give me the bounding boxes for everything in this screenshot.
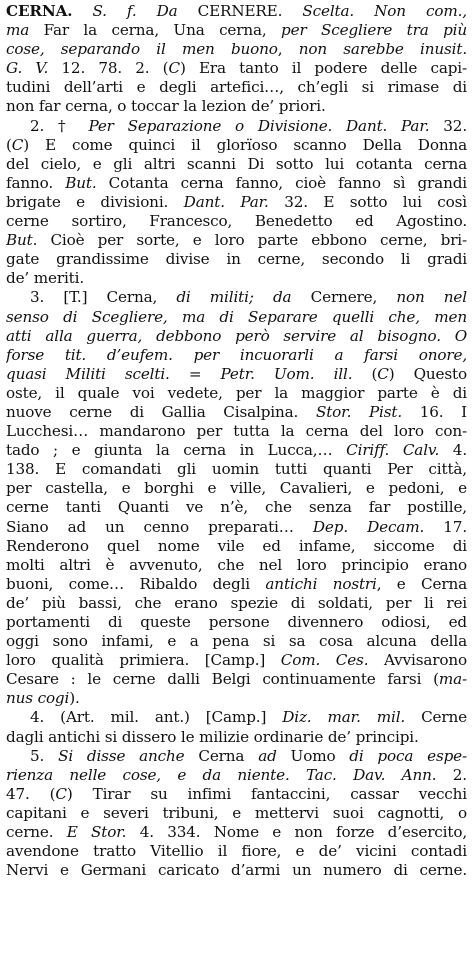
text-run: oggi sono infami, e a pena si sa cosa alcuna della: [6, 632, 467, 651]
text-run: portamenti di queste persone divennero odiosi, ed: [6, 613, 467, 631]
entry-line: [6, 823, 467, 842]
text-run: ) Questo: [388, 364, 467, 383]
entry-line: [6, 441, 467, 460]
entry-line: [6, 174, 467, 193]
text-run: Renderono quel nome vile ed infame, siccome di: [6, 536, 467, 555]
text-run: capitani e severi tribuni, e mettervi suoi cagnotti, o: [6, 803, 467, 822]
entry-line: [6, 632, 467, 651]
text-run: ) E come quinci il glorïoso scanno Della Donna: [23, 135, 467, 154]
italic-text: Dant. Par.: [183, 192, 269, 211]
text-run: cerne sortiro, Francesco, Benedetto ed Agostino.: [6, 212, 467, 231]
entry-line: [6, 308, 467, 327]
entry-line: [6, 479, 467, 498]
entry-line: [6, 804, 467, 823]
text-run: 3. [T.] Cerna,: [30, 288, 177, 307]
text-run: CERNERE.: [177, 2, 303, 20]
entry-line: [6, 365, 467, 384]
text-run: de’ meriti.: [6, 269, 85, 288]
text-run: avendone tratto Vitellio il fiore, e de’ vicini contadi: [6, 842, 467, 861]
entry-line: [6, 97, 467, 116]
italic-text: rienza nelle cose, e da niente. Tac. Dav. Ann.: [6, 765, 437, 784]
entry-line: [6, 346, 467, 365]
italic-text: Ciriff. Calv.: [346, 441, 440, 460]
text-run: buoni, come… Ribaldo degli: [6, 574, 266, 593]
entry-line: [6, 422, 467, 441]
entry-line: [6, 2, 467, 21]
text-run: fanno.: [6, 173, 66, 192]
text-run: Cotanta cerna fanno, cioè fanno sì grandi: [96, 173, 467, 192]
text-run: Cesare : le cerne dalli Belgi continuamente farsi (: [6, 670, 439, 689]
text-run: tado ; e giunta la cerna in Lucca,…: [6, 441, 347, 460]
entry-line: [6, 460, 467, 479]
text-run: [72, 2, 92, 20]
dictionary-entry-cerna: [6, 2, 467, 880]
entry-line: [6, 117, 467, 136]
text-run: 2.: [436, 765, 467, 784]
entry-line: [6, 689, 467, 708]
entry-line: [6, 766, 467, 785]
text-run: Nervi e Germani caricato d’armi un numero di cerne.: [6, 861, 467, 880]
entry-line: [6, 288, 467, 307]
entry-line: [6, 651, 467, 670]
text-run: 4. 334. Nome e non forze d’esercito,: [126, 823, 467, 842]
text-run: per castella, e borghi e ville, Cavalieri, e pedoni, e: [6, 479, 467, 498]
italic-text: E Stor.: [66, 823, 127, 842]
text-run: 32.: [429, 116, 467, 135]
text-run: ) Tirar su infimi fantaccini, cassar vecchi: [66, 784, 467, 803]
text-run: 138. E comandati gli uomin tutti quanti Per città,: [6, 460, 467, 479]
entry-line: [6, 212, 467, 231]
text-run: =: [169, 364, 221, 383]
italic-text: Dep. Decam.: [312, 517, 425, 536]
italic-text: non sarebbe inusit.: [298, 40, 467, 59]
italic-text: Com. Ces.: [280, 651, 369, 670]
text-run: non far cerna, o toccar la lezion de’ priori.: [6, 97, 326, 116]
text-run: Cioè per sorte, e loro parte ebbono cerne, bri-: [37, 231, 467, 250]
entry-line: [6, 708, 467, 727]
italic-text: non nel: [396, 288, 467, 307]
text-run: loro qualità primiera. [Camp.]: [6, 651, 281, 670]
text-run: (: [6, 135, 12, 154]
text-run: Far la cerna, Una cerna,: [29, 21, 282, 40]
text-run: de’ più bassi, che erano spezie di soldati, per li rei: [6, 593, 467, 612]
italic-text: Stor. Pist.: [315, 402, 403, 421]
text-run: molti altri è avvenuto, che nel loro principio erano: [6, 555, 467, 574]
text-run: 4.: [439, 441, 467, 460]
text-run: brigate e divisioni.: [6, 192, 184, 211]
text-run: Avvisarono: [368, 651, 467, 670]
entry-line: [6, 384, 467, 403]
italic-text: C: [168, 59, 180, 78]
text-run: 5.: [30, 746, 59, 765]
text-run: dagli antichi si dissero le milizie ordinarie de’ principi.: [6, 727, 419, 746]
italic-text: ma: [6, 21, 30, 40]
entry-line: [6, 537, 467, 556]
entry-line: [6, 861, 467, 880]
text-run: , e Cerna: [376, 574, 467, 593]
text-run: 16. I: [402, 402, 467, 421]
entry-line: [6, 747, 467, 766]
italic-text: C: [377, 364, 389, 383]
italic-text: Diz. mar. mil.: [282, 708, 406, 727]
text-run: 32. E sotto lui così: [268, 192, 467, 211]
entry-line: [6, 498, 467, 517]
text-run: Cernere,: [291, 288, 397, 307]
italic-text: per Scegliere tra più: [281, 21, 467, 40]
entry-line: [6, 21, 467, 40]
text-run: ) Era tanto il podere delle capi-: [179, 59, 467, 78]
italic-text: ma-: [438, 670, 467, 689]
text-run: oste, il quale voi vedete, per la maggior parte è di: [6, 383, 467, 402]
text-run: ).: [69, 689, 80, 708]
italic-text: forse tit. d’eufem. per incuorarli a farsi onore,: [6, 345, 467, 364]
text-run: Cerna: [184, 746, 259, 765]
italic-text: Petr. Uom. ill.: [220, 364, 353, 383]
italic-text: nus cogi: [6, 689, 70, 708]
entry-line: [6, 155, 467, 174]
italic-text: S. f. Da: [92, 2, 178, 20]
italic-text: But.: [65, 173, 97, 192]
text-run: Siano ad un cenno preparati…: [6, 517, 313, 536]
entry-line: [6, 327, 467, 346]
entry-line: [6, 78, 467, 97]
text-run: 17.: [424, 517, 467, 536]
headword: CERNA.: [6, 2, 73, 20]
text-run: Uomo: [276, 746, 350, 765]
entry-line: [6, 59, 467, 78]
italic-text: senso di Scegliere, ma di Separare quelli che, men: [6, 307, 467, 326]
entry-line: [6, 594, 467, 613]
entry-line: [6, 785, 467, 804]
italic-text: ad: [258, 746, 277, 765]
text-run: del cielo, e gli altri scanni Di sotto lui cotanta cerna: [6, 154, 467, 173]
italic-text: antichi nostri: [265, 574, 377, 593]
italic-text: C: [55, 784, 67, 803]
entry-line: [6, 670, 467, 689]
italic-text: Scelta. Non com.,: [302, 2, 467, 20]
entry-line: [6, 250, 467, 269]
italic-text: But.: [6, 231, 38, 250]
entry-line: [6, 193, 467, 212]
entry-line: [6, 556, 467, 575]
text-run: cerne.: [6, 823, 67, 842]
italic-text: C: [11, 135, 24, 154]
text-run: tudini dell’arti e degli artefici…, ch’egli si rimase di: [6, 78, 467, 97]
text-run: nuove cerne di Gallia Cisalpina.: [6, 402, 316, 421]
entry-line: [6, 728, 467, 747]
text-run: Lucchesi… mandarono per tutta la cerna del loro con-: [6, 422, 467, 441]
text-run: 4. (Art. mil. ant.) [Camp.]: [30, 708, 283, 727]
italic-text: G. V.: [6, 59, 49, 78]
entry-line: [6, 40, 467, 59]
entry-line: [6, 613, 467, 632]
text-run: 12. 78. 2. (: [48, 59, 169, 78]
entry-line: [6, 575, 467, 594]
text-run: Cerne: [405, 708, 467, 727]
italic-text: atti alla guerra, debbono però servire al bisogno. O: [6, 326, 467, 345]
text-run: 2. †: [30, 116, 89, 135]
entry-line: [6, 136, 467, 155]
text-run: ,: [277, 40, 299, 59]
text-run: gate grandissime divise in cerne, secondo li gradi: [6, 250, 467, 269]
italic-text: Per Separazione o Divisione. Dant. Par.: [88, 116, 430, 135]
entry-line: [6, 403, 467, 422]
text-run: (: [352, 364, 378, 383]
entry-line: [6, 231, 467, 250]
italic-text: Si disse anche: [58, 746, 185, 765]
italic-text: quasi Militi scelti.: [6, 364, 170, 383]
text-run: 47. (: [6, 784, 56, 803]
italic-text: di poca espe-: [349, 746, 467, 765]
entry-line: [6, 269, 467, 288]
entry-line: [6, 842, 467, 861]
text-run: cerne tanti Quanti ve n’è, che senza far postille,: [6, 498, 467, 517]
italic-text: di militi; da: [176, 288, 292, 307]
entry-line: [6, 518, 467, 537]
italic-text: cose, separando il men buono: [6, 40, 278, 59]
